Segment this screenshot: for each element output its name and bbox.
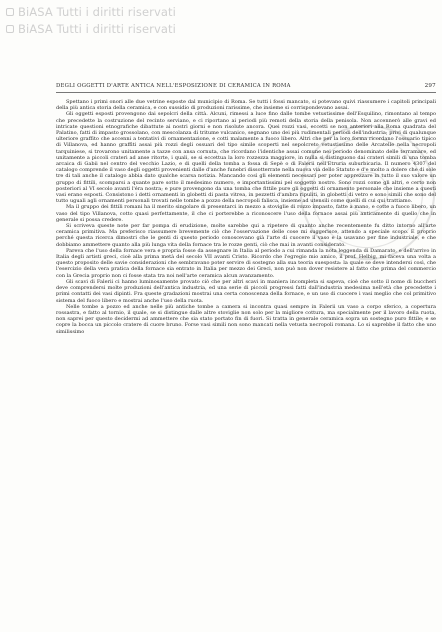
body-text [56, 99, 436, 335]
page-number: 297 [424, 83, 436, 89]
biasa-logo-icon [6, 8, 14, 16]
watermark-banner [6, 5, 176, 19]
running-title: DEGLI OGGETTI D'ARTE ANTICA NELL'ESPOSIZIONE DI CERAMICA IN ROMA [56, 83, 291, 89]
paragraph: Gli scavi di Falerii ci hanno luminosamente provato ciò che per altri scavi in maniera incompleta si sapeva, cioè che sotto il nome di buccheri deve comprendersi molte produzioni dell'antica industria, ed una serie di piccoli progressi fatti dall'industria medesima nell'età che precedette i primi contatti dei vasi dipinti. Fra queste gradazioni mostrai una certa conoscenza della fornace, e un uso di cuocere i vasi meglio che col primitivo sistema del fuoco libero e mostrai anche l'uso della ruota. [56, 278, 436, 304]
watermark-text: BiASA Tutti i diritti riservati [18, 5, 176, 19]
running-header [56, 83, 436, 89]
header-rule [56, 92, 436, 93]
watermark-text: BiASA Tutti i diritti riservati [18, 22, 176, 36]
paragraph: Nelle tombe a pozzo ed anche nelle più antiche tombe a camera si incontra quasi sempre in Falerii un vaso a corpo sferico, a copertura rossastra, e fatto al tornio, il quale, se si distingue dalle altre stoviglie non solo per la migliore cottura, ma specialmente per il lavoro della ruota, non saprei per questo decidermi ad ammettere che sia stato portato fin di fuori. Si tratta in generale ceramica sopra un sostegno puro fittile; e se copre la bocca un piccolo cratere di cuore bruno. Forse vasi simili non sono mancati nella vetusta necropoli romana. Lo si saprebbe il fatto che uno similissimo [56, 303, 436, 335]
paragraph: Pareva che l'uso della fornace vera e propria fosse da assegnare in Italia al periodo a cui rimanda la nota leggenda di Damarato, e dell'arrivo in Italia degli artisti greci, cioè alla prima metà del secolo VII avanti Cristo. Ricordo che l'egregio mio amico, il prof. Helbig, mi faceva una volta a questo proposito delle savie considerazioni che sembravano poter servire di sostegno alla sua teoria suesposta: la quale se deve intendersi così, che l'esercizio della vera pratica della fornace sia entrato in Italia per mezzo dei Greci, non può non dover resistere al fatto che prima del commercio con la Grecia proprio non ci fosse stata tra noi nell'arte ceramica alcun avanzamento. [56, 247, 436, 279]
paragraph: Gli oggetti esposti provengono dai sepolcri della città. Alcuni, rimessi a luce fino dalle tombe vetustissime dell'Esquilino, rimontano al tempo che precedette la costruzione del recinto serviano, e ci riportano ai periodi più remoti della storia della penisola. Non accennerò alle gravi ed intricate questioni etnografiche dibattute ai nostri giorni e non risolute ancora. Quei rozzi vasi, eccetti se non anteriori alla Roma quadrata del Palatino, fatti di impasto grossolano, con mescolanza di tritume vulcanico, segnano uno dei più rudimentali periodi dell'industria; privi di qualunque ulteriore graffito che accenni a tentativi di ornamentazione, e cotti malamente a fuoco libero. Altri che per la loro forma ricordano l'ossuario tipico di Villanova, ed hanno graffiti assai più rozzi degli ossuari del tipo simile scoperti nel sepolcreto vetustissimo delle Arcatelle nella necropoli tarquiniese, si trovarono unitamente a tazze con ansa cornuta, che ricordano l'identiche assai comune nei periodo denominato delle terramare, ed unitamente a piccoli crateri ad anse ritorte, i quali, se si eccettua la loro rozzezza maggiore, in nulla si distinguono dai crateri simili di una tomba arcaica di Gabii nel centro del vecchio Lazio, e di quelli della tomba a fossa di Sepè o di Falerii nell'Etruria suburbicaria. Il numero 4307 del catalogo comprende il vaso degli oggetti provenienti dalle d'anche funebri dissotterrate nella nuova via dello Statuto e d'e molto a dolere che di sole tre di tali anche il catalogo abbia dato qualche scarsa notizia. Mancando così gli elementi necessari per poter apprezzare in tutto il suo valore un gruppo di fittili, scomparsi a quante pare sotto il medesimo numero, e importantissimi pel soggetto nostro. Sono rozzi come gli altri, e certo non posteriori al VI secolo avanti l'éra nostra; e pure provengono da una tomba che fittile pure gli oggetti di ornamento personale che insieme a questi vasi erano esposti. Consistono i detti ornamenti in globetti di pasta vitrea, in pezzetti d'ambra ripuliti, in globetti di vetro e sono simili che sono del tutto uguali agli ornamenti personali trovati nelle tombe a pozzo della necropoli falisca, insieme ad utensili come quelli di cui qui trattiamo. [56, 111, 436, 205]
watermark-banner [6, 22, 176, 36]
paragraph: Spettano i primi onori alle due vetrine esposte dal municipio di Roma. Se tutti i fossi mancato, si potevano quivi riassumere i capitoli principali della più antica storia della ceramica, e con sussidio di produzioni rarissime, che insieme si corrispondevano assai. [56, 99, 436, 112]
paragraph: Ma il gruppo dei fittili romani ha il merito singolare di presentarci in mezzo a stoviglie di rozzo impasto, fatte a mano, e cotte a fuoco libero, un vaso del tipo Villanova, cotto quasi perfettamente, il che ci porterebbe a riconoscere l'uso della fornace assai più anticamente di quello che in generale si possa credere. [56, 204, 436, 223]
paragraph: Si scriveva queste note per far pompa di erudizione, molte sarebbe qui a ripetere di quanto anche recentemente fu ditto intorno all'arte ceramica primitiva. Ma preferisco riassumere brevemente ciò che l'osservazione delle cose mi suggerisce, attendo a speciale scopo. E proprio perché questa ricerca dimostri che le genti di questo periodo conoscevano già l'arte di cuocere il vaso e la usavano per fine industriale, e che dobbiamo ammettere quanto alla più lunga vita della fornace tra le rozze genti, ciò che mai in avanti considerato. [56, 223, 436, 248]
biasa-logo-icon [6, 25, 14, 33]
